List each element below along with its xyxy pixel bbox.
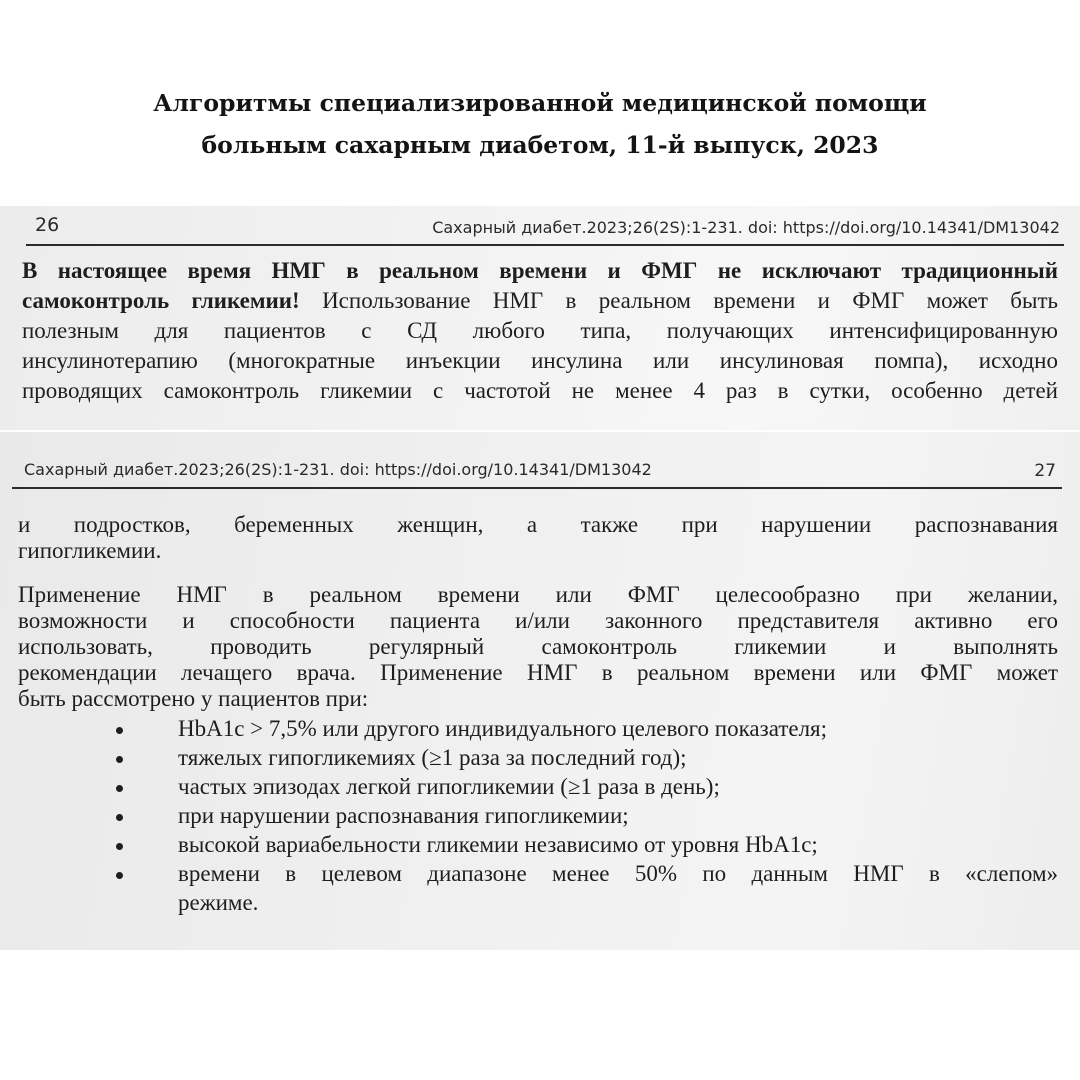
journal-reference-26: Сахарный диабет.2023;26(2S):1-231. doi: https://doi.org/10.14341/DM13042 (432, 218, 1060, 237)
page-26-text (22, 256, 1058, 406)
page-27-text (18, 512, 1058, 917)
page-title (0, 82, 1080, 166)
list-item: при нарушении распознавания гипогликемии; (18, 801, 1058, 830)
text-line: Применение НМГ в реальном времени или ФМГ целесообразно при желании, (18, 582, 1058, 607)
bullet-icon (116, 872, 123, 879)
text-line: рекомендации лечащего врача. Применение НМГ в реальном времени или ФМГ может (18, 660, 1058, 685)
text-line: инсулинотерапию (многократные инъекции инсулина или инсулиновая помпа), исходно (22, 348, 1058, 373)
header-divider (12, 487, 1062, 489)
list-item: высокой вариабельности гликемии независимо от уровня HbA1c; (18, 830, 1058, 859)
bullet-icon (116, 785, 123, 792)
bullet-icon (116, 727, 123, 734)
text-line: гипогликемии. (18, 538, 162, 563)
paragraph-2 (18, 582, 1058, 712)
page-number-27: 27 (1034, 461, 1056, 481)
list-item: тяжелых гипогликемиях (≥1 раза за последний год); (18, 743, 1058, 772)
bullet-icon (116, 843, 123, 850)
page-27-snippet (0, 432, 1080, 950)
criteria-list (18, 714, 1058, 917)
title-line-1: Алгоритмы специализированной медицинской помощи (153, 89, 927, 117)
title-line-2: больным сахарным диабетом, 11-й выпуск, 2023 (201, 131, 879, 159)
page-26-snippet (0, 206, 1080, 430)
bullet-icon (116, 756, 123, 763)
paragraph-1 (18, 512, 1058, 564)
text-line: В настоящее время НМГ в реальном времени и ФМГ не исключают традиционный (22, 258, 1058, 283)
bullet-icon (116, 814, 123, 821)
page-number-26: 26 (35, 214, 60, 236)
list-item: времени в целевом диапазоне менее 50% по данным НМГ в «слепом» режиме. (18, 859, 1058, 917)
text-line: быть рассмотрено у пациентов при: (18, 686, 369, 711)
header-divider (26, 244, 1064, 246)
text-line: и подростков, беременных женщин, а также при нарушении распознавания (18, 512, 1058, 537)
text-line: возможности и способности пациента и/или законного представителя активно его (18, 608, 1058, 633)
journal-reference-27: Сахарный диабет.2023;26(2S):1-231. doi: https://doi.org/10.14341/DM13042 (24, 460, 652, 479)
text-line: самоконтроль гликемии! Использование НМГ в реальном времени и ФМГ может быть (22, 288, 1058, 313)
list-item: частых эпизодах легкой гипогликемии (≥1 раза в день); (18, 772, 1058, 801)
text-line: полезным для пациентов с СД любого типа, получающих интенсифицированную (22, 318, 1058, 343)
list-item: HbA1c > 7,5% или другого индивидуального целевого показателя; (18, 714, 1058, 743)
text-line: использовать, проводить регулярный самоконтроль гликемии и выполнять (18, 634, 1058, 659)
text-line: проводящих самоконтроль гликемии с частотой не менее 4 раз в сутки, особенно детей (22, 378, 1058, 403)
